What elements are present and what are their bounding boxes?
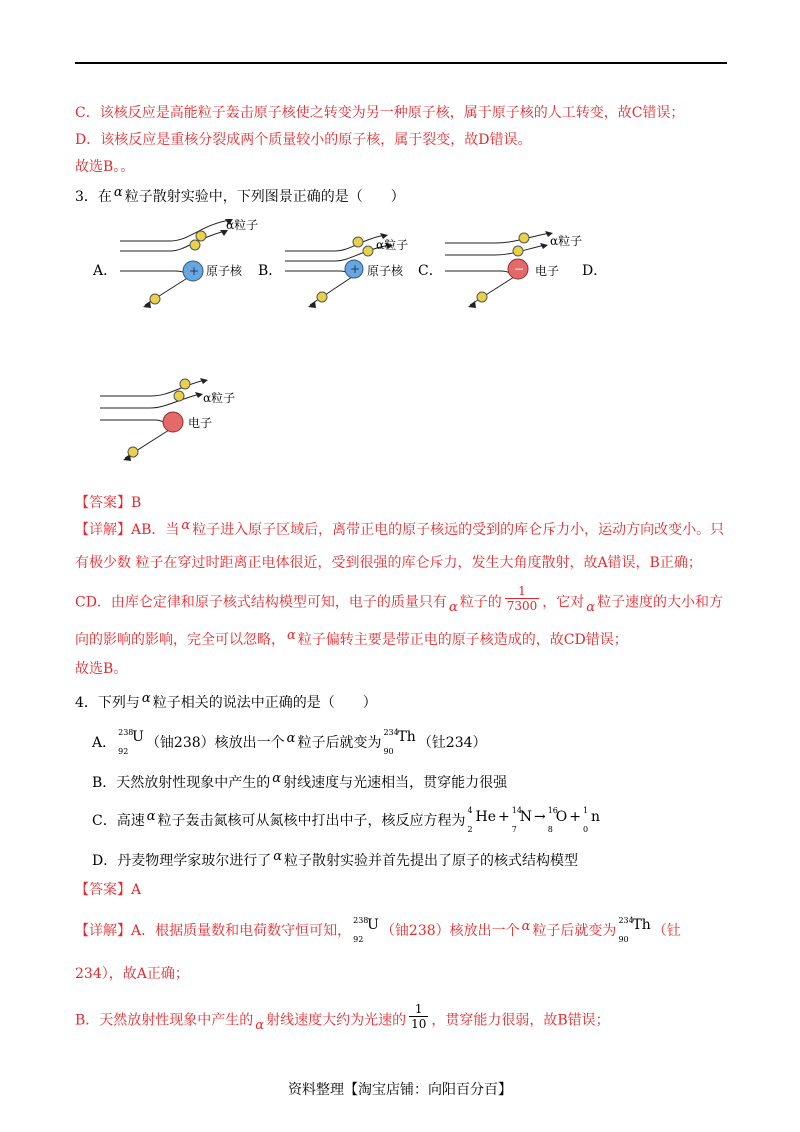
fraction-numerator: 1 xyxy=(409,1002,428,1017)
fraction-numerator: 1 xyxy=(505,584,540,599)
explanation-4-b-prefix: B．天然放射性现象中产生的 xyxy=(75,1012,254,1029)
atomic-number: 8 xyxy=(547,825,553,834)
explanation-4-prefix: 【详解】A．根据质量数和电荷数守恒可知， xyxy=(75,923,352,939)
explanation-4-line-2: 234），故A正确； xyxy=(75,966,189,982)
nuclide-th234 xyxy=(383,728,416,756)
nuclide-neutron xyxy=(582,806,600,834)
mass-number: 14 xyxy=(511,806,522,815)
nuclide-n14 xyxy=(511,806,532,834)
explanation-3-line-3 xyxy=(75,584,724,617)
nuclide-o16 xyxy=(547,806,568,834)
explanation-3-cd-prefix: CD．由库仑定律和原子核式结构模型可知，电子的质量只有 xyxy=(75,594,447,611)
alpha-symbol: α xyxy=(448,599,458,615)
explanation-3-cd-mid2: ，它对 xyxy=(542,594,585,611)
alpha-symbol: α xyxy=(141,691,151,706)
option-c-prefix: C．高速 xyxy=(92,813,145,829)
nuclide-th234 xyxy=(618,916,651,944)
atomic-number: 7 xyxy=(511,825,517,834)
question-4 xyxy=(75,693,377,714)
nucleus-label-b: 原子核 xyxy=(367,264,404,278)
alpha-label-a: α粒子 xyxy=(226,218,259,232)
mass-number: 16 xyxy=(547,806,558,815)
explanation-3-d-text: 粒子偏转主要是带正电的原子核造成的，故CD错误； xyxy=(297,632,628,648)
nuclide-he4 xyxy=(467,806,497,834)
explanation-line-c: C．该核反应是高能粒子轰击原子核使之转变为另一种原子核，属于原子核的人工转变，故C错误； xyxy=(75,105,685,121)
atomic-number: 92 xyxy=(118,747,129,756)
electron-label-d: 电子 xyxy=(188,416,213,430)
option-a-prefix: A． xyxy=(92,735,117,751)
fraction-1-7300 xyxy=(505,584,540,613)
explanation-4-line-1 xyxy=(75,916,681,944)
mass-number: 234 xyxy=(383,728,399,737)
question-4-option-a xyxy=(92,728,487,756)
element-symbol: U xyxy=(132,729,144,745)
option-c-text: 粒子轰击氮核可从氮核中打出中子，核反应方程为 xyxy=(157,813,466,829)
arrow-icon: → xyxy=(533,809,546,825)
fraction-denominator: 10 xyxy=(411,1017,427,1031)
explanation-line-d: D．该核反应是重核分裂成两个质量较小的原子核，属于裂变，故D错误。 xyxy=(75,132,532,148)
element-symbol: He xyxy=(475,809,496,825)
option-d-text: 粒子散射实验并首先提出了原子的核式结构模型 xyxy=(284,853,579,869)
option-c-label: C． xyxy=(418,263,443,279)
explanation-4-line-3 xyxy=(75,1002,610,1035)
electron-minus-sign: − xyxy=(514,262,525,276)
element-symbol: Th xyxy=(632,917,651,933)
plus-sign: + xyxy=(569,809,581,825)
alpha-symbol: α xyxy=(181,518,191,533)
option-b-label: B． xyxy=(258,263,283,279)
answer-4: 【答案】A xyxy=(75,882,142,898)
mass-number: 1 xyxy=(582,806,589,815)
alpha-symbol: α xyxy=(113,185,123,200)
question-3-prefix: 3．在 xyxy=(75,189,112,205)
header-rule xyxy=(75,62,727,64)
explanation-4-mid: （铀238）核放出一个 xyxy=(380,923,520,939)
option-b-text: 射线速度与光速相当，贯穿能力很强 xyxy=(283,775,508,791)
explanation-3-cd-mid: 粒子的 xyxy=(459,594,502,611)
nuclide-u238 xyxy=(353,916,379,944)
option-a-post: （钍234） xyxy=(417,735,487,751)
alpha-label-d: α粒子 xyxy=(203,391,236,405)
mass-number: 234 xyxy=(618,916,634,925)
electron-label-c: 电子 xyxy=(535,264,560,278)
option-a-mid2: 粒子后就变为 xyxy=(297,735,382,751)
option-b-prefix: B．天然放射性现象中产生的 xyxy=(92,775,271,791)
alpha-symbol: α xyxy=(286,731,296,746)
nucleus-label-a: 原子核 xyxy=(206,264,243,278)
nucleus-plus-sign: + xyxy=(189,264,200,278)
alpha-symbol: α xyxy=(273,849,283,864)
explanation-4-b-mid: 射线速度大约为光速的 xyxy=(266,1012,407,1029)
diagram-c xyxy=(440,215,583,315)
diagram-a xyxy=(115,215,259,315)
question-4-text: 粒子相关的说法中正确的是（ ） xyxy=(152,695,377,711)
option-a-mid: （铀238）核放出一个 xyxy=(145,735,285,751)
element-symbol: N xyxy=(519,809,532,825)
option-d-prefix: D．丹麦物理学家玻尔进行了 xyxy=(92,853,272,869)
alpha-symbol: α xyxy=(272,771,282,786)
explanation-3-conclusion: 故选B。 xyxy=(75,661,128,677)
question-4-option-d xyxy=(92,851,578,872)
alpha-symbol: α xyxy=(255,1017,265,1033)
element-symbol: U xyxy=(367,917,379,933)
question-3-text: 粒子散射实验中，下列图景正确的是（ ） xyxy=(124,189,405,205)
explanation-3-line-1 xyxy=(75,520,724,541)
explanation-3-cd-post: 粒子速度的大小和方 xyxy=(597,594,724,611)
element-symbol: n xyxy=(590,809,600,825)
atomic-number: 2 xyxy=(467,825,473,834)
atomic-number: 90 xyxy=(383,747,394,756)
fraction-denominator: 7300 xyxy=(506,599,538,613)
explanation-conclusion: 故选B。。 xyxy=(75,159,135,175)
alpha-label-c: α粒子 xyxy=(550,234,583,248)
fraction-1-10 xyxy=(409,1002,428,1031)
diagram-d xyxy=(95,370,235,470)
alpha-symbol: α xyxy=(586,599,596,615)
alpha-symbol: α xyxy=(287,628,296,643)
question-3 xyxy=(75,187,405,208)
page-footer: 资料整理【淘宝店铺：向阳百分百】 xyxy=(288,1082,512,1098)
mass-number: 238 xyxy=(353,916,369,925)
explanation-3-prefix: 【详解】AB．当 xyxy=(75,522,180,538)
element-symbol: Th xyxy=(397,729,416,745)
alpha-symbol: α xyxy=(521,919,531,934)
plus-sign: + xyxy=(498,809,510,825)
mass-number: 4 xyxy=(467,806,473,815)
mass-number: 238 xyxy=(118,728,134,737)
nuclide-u238 xyxy=(118,728,144,756)
explanation-3-d-prefix: 向的影响的影响，完全可以忽略， xyxy=(75,632,285,648)
alpha-label-b: α粒子 xyxy=(376,238,409,252)
atomic-number: 90 xyxy=(618,935,629,944)
nuclear-equation xyxy=(466,806,602,834)
explanation-4-post: （钍 xyxy=(652,923,681,939)
answer-3: 【答案】B xyxy=(75,495,142,511)
question-4-option-b xyxy=(92,773,507,794)
option-d-label: D． xyxy=(582,263,608,279)
question-4-option-c xyxy=(92,806,602,834)
atomic-number: 0 xyxy=(582,825,589,834)
question-4-prefix: 4．下列与 xyxy=(75,695,140,711)
element-symbol: O xyxy=(555,809,568,825)
alpha-symbol: α xyxy=(146,809,156,824)
explanation-3-text: 粒子进入原子区域后，离带正电的原子核远的受到的库仑斥力小，运动方向改变小。只 xyxy=(192,522,725,538)
nucleus-plus-sign: + xyxy=(350,262,361,276)
atomic-number: 92 xyxy=(353,935,364,944)
option-a-label: A． xyxy=(93,263,118,279)
explanation-3-line-4 xyxy=(75,630,628,651)
explanation-3-line-2: 有极少数 粒子在穿过时距离正电体很近，受到很强的库仑斥力，发生大角度散射，故A错误，B正确； xyxy=(75,555,702,571)
diagram-b xyxy=(280,215,420,315)
explanation-4-mid2: 粒子后就变为 xyxy=(532,923,617,939)
explanation-4-b-post: ，贯穿能力很弱，故B错误； xyxy=(431,1012,610,1029)
